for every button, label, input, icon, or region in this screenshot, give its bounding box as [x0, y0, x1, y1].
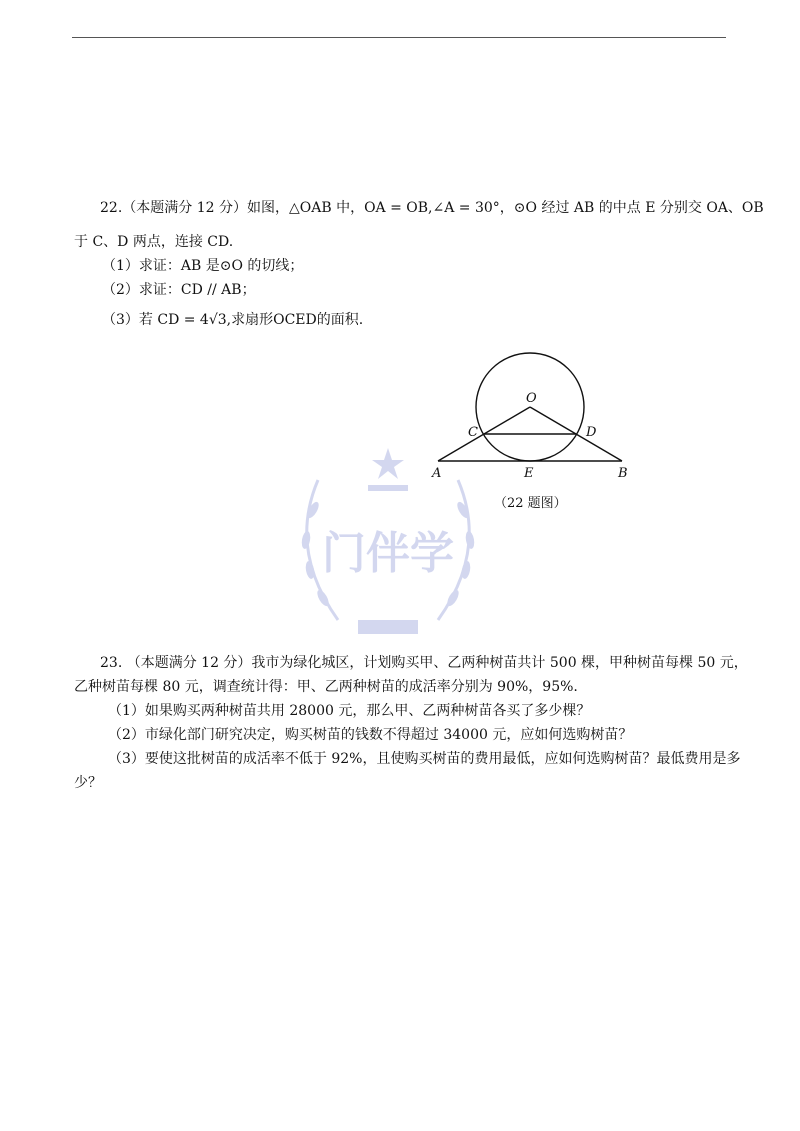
q23-part2: （2）市绿化部门研究决定，购买树苗的钱数不得超过 34000 元，应如何选购树苗？: [108, 727, 633, 743]
label-o: O: [526, 391, 537, 406]
q22-figure-caption: （22 题图）: [494, 496, 567, 511]
q23-part3-line1: （3）要使这批树苗的成活率不低于 92%，且使购买树苗的费用最低，应如何选购树苗？最低费用是多: [108, 751, 741, 767]
q22-geometry-figure: [424, 350, 644, 485]
label-e: E: [524, 466, 534, 481]
q22-stem-line2: 于 C、D 两点，连接 CD.: [74, 234, 234, 250]
q23-stem-line2: 乙种树苗每棵 80 元，调查统计得：甲、乙两种树苗的成活率分别为 90%，95%.: [74, 679, 578, 695]
question-23: [74, 651, 748, 795]
label-d: D: [586, 425, 597, 440]
q22-part3: （3）若 CD = 4√3,求扇形OCED的面积.: [102, 312, 364, 328]
question-22: [74, 196, 764, 332]
q23-part3-line2: 少？: [74, 775, 102, 791]
watermark-text: 门伴学: [322, 528, 454, 579]
q22-part1: （1）求证：AB 是⊙O 的切线；: [102, 258, 304, 274]
q22-stem-line1: 22.（本题满分 12 分）如图，△OAB 中，OA = OB,∠A = 30°，⊙O 经过 AB 的中点 E 分别交 OA、OB: [100, 200, 764, 216]
label-c: C: [468, 425, 478, 440]
header-rule: [72, 37, 726, 38]
q23-stem-line1: 23. （本题满分 12 分）我市为绿化城区，计划购买甲、乙两种树苗共计 500 棵，甲种树苗每棵 50 元，: [100, 655, 748, 671]
q22-part2: （2）求证：CD // AB；: [102, 282, 256, 298]
label-b: B: [618, 466, 628, 481]
label-a: A: [432, 466, 442, 481]
q23-part1: （1）如果购买两种树苗共用 28000 元，那么甲、乙两种树苗各买了多少棵？: [108, 703, 591, 719]
